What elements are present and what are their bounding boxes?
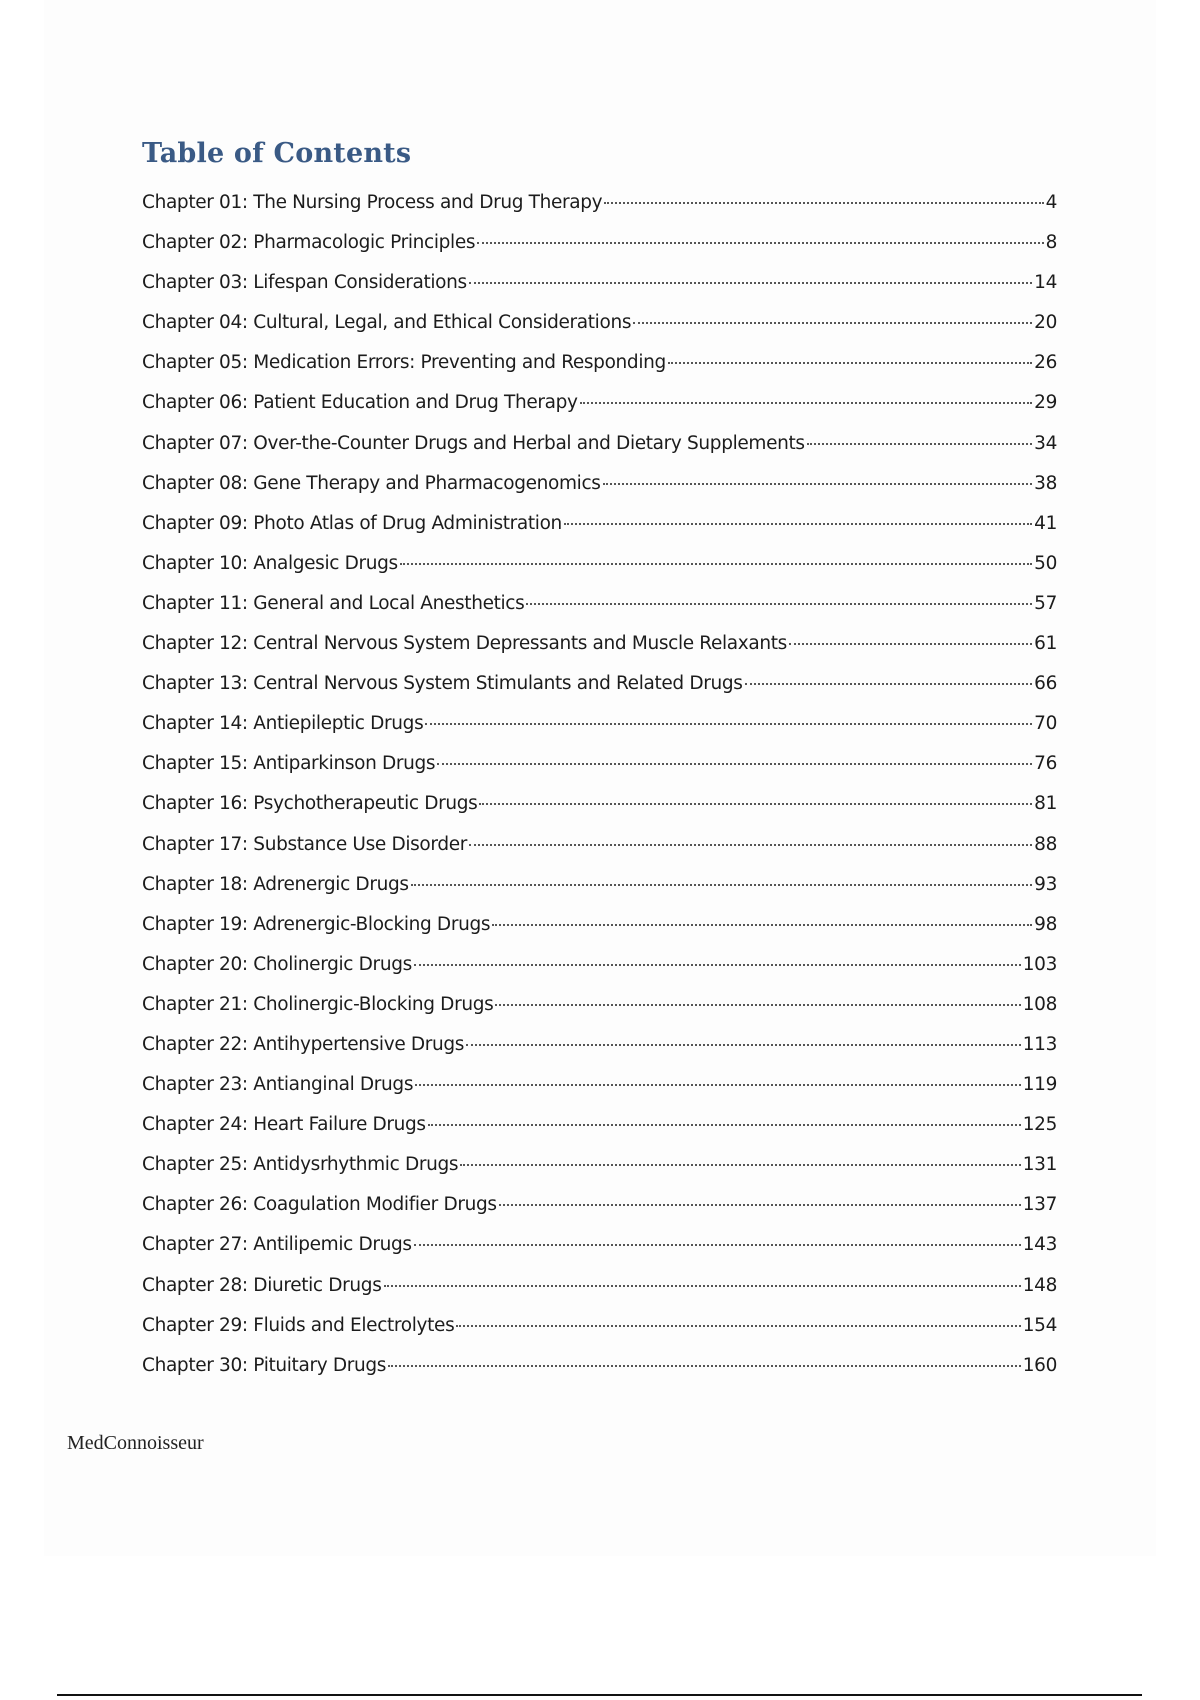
toc-entry[interactable] [142,473,1057,513]
toc-entry[interactable] [142,1275,1057,1315]
toc-entry[interactable] [142,392,1057,432]
toc-entry[interactable] [142,1114,1057,1154]
toc-entry-title: Chapter 16: Psychotherapeutic Drugs [142,793,478,815]
toc-dot-leader [745,683,1033,685]
toc-entry-title: Chapter 15: Antiparkinson Drugs [142,753,436,775]
toc-entry-title: Chapter 30: Pituitary Drugs [142,1354,387,1376]
toc-dot-leader [456,1325,1020,1327]
toc-entry-title: Chapter 12: Central Nervous System Depressants and Muscle Relaxants [142,633,787,655]
toc-entry[interactable] [142,793,1057,833]
toc-dot-leader [807,443,1032,445]
toc-dot-leader [499,1204,1021,1206]
toc-dot-leader [415,1084,1021,1086]
toc-entry-title: Chapter 25: Antidysrhythmic Drugs [142,1154,459,1176]
toc-entry[interactable] [142,673,1057,713]
toc-dot-leader [414,1244,1021,1246]
toc-page-number: 8 [1045,232,1057,254]
toc-entry[interactable] [142,1315,1057,1355]
toc-heading: Table of Contents [142,138,412,169]
toc-dot-leader [437,763,1032,765]
toc-entry-title: Chapter 23: Antianginal Drugs [142,1074,414,1096]
toc-page-number: 131 [1022,1154,1057,1176]
toc-dot-leader [526,603,1032,605]
toc-entry[interactable] [142,513,1057,553]
toc-entry-title: Chapter 09: Photo Atlas of Drug Administration [142,512,562,534]
toc-page-number: 70 [1034,713,1057,735]
toc-page-number: 14 [1034,272,1057,294]
toc-dot-leader [460,1164,1021,1166]
toc-entry-title: Chapter 02: Pharmacologic Principles [142,232,476,254]
toc-entry-title: Chapter 01: The Nursing Process and Drug Therapy [142,192,603,213]
toc-dot-leader [580,402,1033,404]
toc-entry[interactable] [142,1074,1057,1114]
toc-page-number: 98 [1034,913,1057,935]
toc-entry[interactable] [142,433,1057,473]
toc-entry-title: Chapter 07: Over-the-Counter Drugs and Herbal and Dietary Supplements [142,432,805,454]
toc-page-number: 41 [1034,512,1057,534]
toc-page-number: 137 [1022,1194,1057,1216]
toc-page-number: 38 [1034,472,1057,494]
toc-page-number: 143 [1022,1234,1057,1256]
toc-entry[interactable] [142,352,1057,392]
toc-list [142,192,1057,1395]
toc-dot-leader [428,1124,1021,1126]
toc-page-number: 148 [1022,1274,1057,1296]
toc-page-number: 26 [1034,352,1057,374]
toc-dot-leader [466,1044,1021,1046]
toc-entry[interactable] [142,1355,1057,1395]
toc-entry[interactable] [142,1194,1057,1234]
toc-entry-title: Chapter 05: Medication Errors: Preventing and Responding [142,352,666,374]
toc-page-number: 66 [1034,673,1057,695]
toc-dot-leader [564,523,1032,525]
toc-entry[interactable] [142,874,1057,914]
toc-page-number: 93 [1034,873,1057,895]
toc-dot-leader [789,643,1032,645]
toc-entry[interactable] [142,1034,1057,1074]
toc-entry-title: Chapter 10: Analgesic Drugs [142,552,398,574]
toc-entry[interactable] [142,593,1057,633]
toc-entry-title: Chapter 18: Adrenergic Drugs [142,873,409,895]
toc-entry-title: Chapter 19: Adrenergic-Blocking Drugs [142,913,491,935]
toc-dot-leader [425,723,1032,725]
toc-entry[interactable] [142,1154,1057,1194]
toc-entry-title: Chapter 21: Cholinergic-Blocking Drugs [142,993,494,1015]
toc-entry-title: Chapter 20: Cholinergic Drugs [142,953,412,975]
toc-page-number: 57 [1034,592,1057,614]
toc-entry-title: Chapter 03: Lifespan Considerations [142,272,467,294]
toc-entry[interactable] [142,753,1057,793]
toc-page-number: 88 [1034,833,1057,855]
toc-dot-leader [477,242,1043,244]
toc-dot-leader [388,1365,1021,1367]
toc-entry[interactable] [142,312,1057,352]
toc-page-number: 20 [1034,312,1057,334]
toc-entry-title: Chapter 08: Gene Therapy and Pharmacogenomics [142,472,601,494]
toc-entry[interactable] [142,1234,1057,1274]
toc-entry-title: Chapter 06: Patient Education and Drug Therapy [142,392,578,414]
toc-entry[interactable] [142,954,1057,994]
toc-entry[interactable] [142,834,1057,874]
toc-entry[interactable] [142,633,1057,673]
toc-page-number: 50 [1034,552,1057,574]
toc-entry-title: Chapter 14: Antiepileptic Drugs [142,713,424,735]
toc-entry[interactable] [142,914,1057,954]
toc-page-number: 76 [1034,753,1057,775]
toc-page-number: 61 [1034,633,1057,655]
bottom-divider [57,1694,1142,1696]
toc-dot-leader [479,803,1032,805]
toc-dot-leader [603,483,1033,485]
toc-dot-leader [495,1004,1020,1006]
toc-dot-leader [492,924,1032,926]
toc-entry-title: Chapter 13: Central Nervous System Stimulants and Related Drugs [142,673,743,695]
toc-dot-leader [668,362,1032,364]
toc-page-number: 113 [1022,1033,1057,1055]
toc-entry[interactable] [142,553,1057,593]
footer-brand: MedConnoisseur [67,1432,204,1454]
toc-entry[interactable] [142,994,1057,1034]
toc-page-number: 154 [1022,1314,1057,1336]
toc-dot-leader [633,322,1032,324]
toc-entry-title: Chapter 28: Diuretic Drugs [142,1274,382,1296]
toc-dot-leader [384,1285,1021,1287]
toc-page-number: 4 [1045,192,1057,213]
toc-entry-title: Chapter 11: General and Local Anesthetics [142,592,525,614]
toc-entry-title: Chapter 24: Heart Failure Drugs [142,1114,426,1136]
toc-dot-leader [400,563,1032,565]
toc-dot-leader [469,844,1032,846]
toc-entry[interactable] [142,192,1057,232]
toc-page-number: 160 [1022,1354,1057,1376]
toc-entry-title: Chapter 17: Substance Use Disorder [142,833,467,855]
toc-page-number: 108 [1022,993,1057,1015]
toc-page-number: 29 [1034,392,1057,414]
toc-dot-leader [414,964,1021,966]
toc-entry[interactable] [142,713,1057,753]
toc-entry-title: Chapter 27: Antilipemic Drugs [142,1234,412,1256]
toc-dot-leader [604,202,1043,204]
toc-page-number: 119 [1022,1074,1057,1096]
toc-entry[interactable] [142,272,1057,312]
toc-entry-title: Chapter 29: Fluids and Electrolytes [142,1314,455,1336]
toc-page-number: 103 [1022,953,1057,975]
toc-dot-leader [469,282,1032,284]
toc-page-number: 125 [1022,1114,1057,1136]
toc-page-number: 81 [1034,793,1057,815]
toc-entry-title: Chapter 26: Coagulation Modifier Drugs [142,1194,497,1216]
toc-entry-title: Chapter 22: Antihypertensive Drugs [142,1033,465,1055]
toc-page-number: 34 [1034,432,1057,454]
toc-entry-title: Chapter 04: Cultural, Legal, and Ethical Considerations [142,312,632,334]
toc-dot-leader [411,884,1033,886]
toc-entry[interactable] [142,232,1057,272]
